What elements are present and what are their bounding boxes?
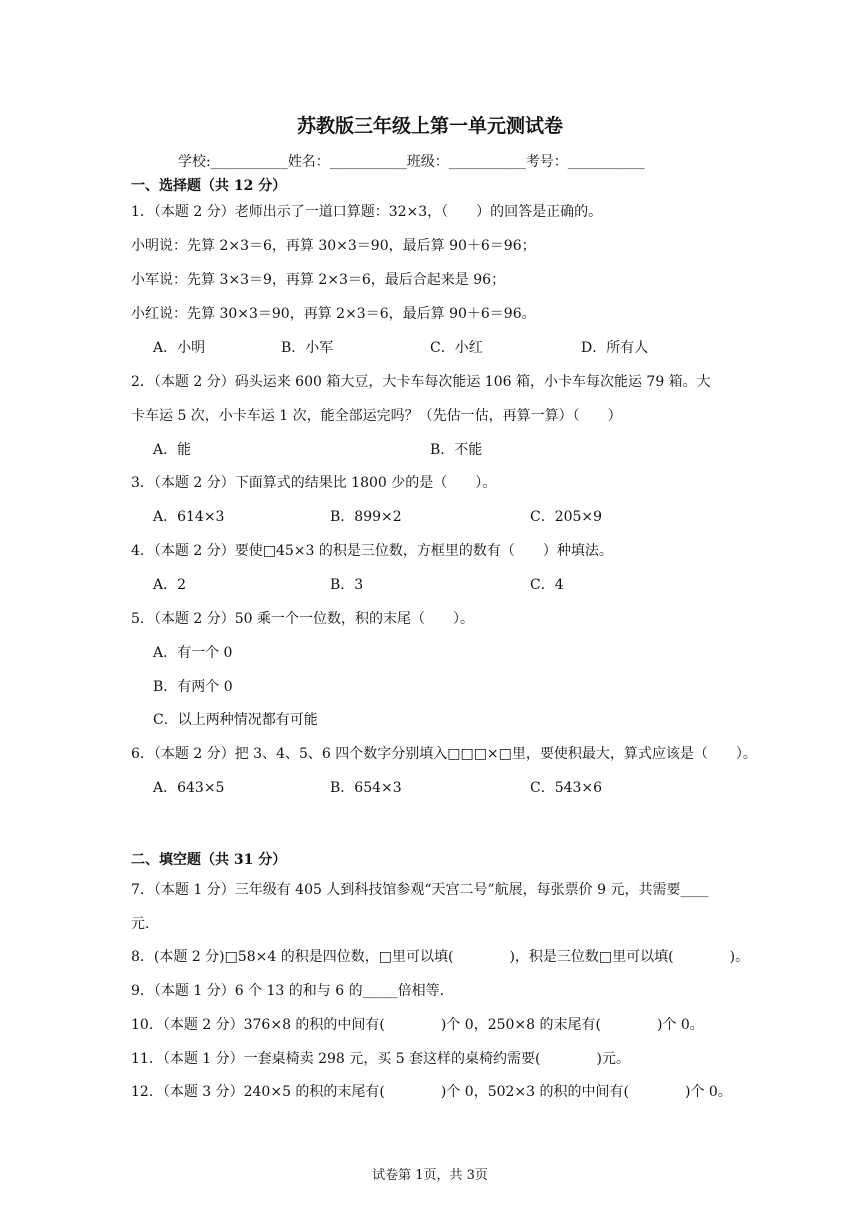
question-1-line-3: 小红说：先算 30×3＝90，再算 2×3＝6，最后算 90＋6＝96。 — [131, 306, 536, 322]
question-5-option-a: A．有一个 0 — [153, 645, 233, 661]
question-5-option-c: C．以上两种情况都有可能 — [153, 712, 318, 728]
page-footer: 试卷第 1页，共 3页 — [372, 1168, 488, 1183]
question-2-option-a: A．能 — [153, 442, 192, 458]
question-5-stem: 5．（本题 2 分）50 乘一个一位数，积的末尾（ ）。 — [131, 611, 474, 627]
question-1-option-c: C．小红 — [430, 340, 483, 356]
question-1-option-b: B．小军 — [281, 340, 334, 356]
question-9: 9．（本题 1 分）6 个 13 的和与 6 的_____倍相等． — [131, 983, 454, 999]
question-4-option-a: A．2 — [153, 577, 187, 593]
question-1-option-d: D．所有人 — [581, 340, 649, 356]
question-12: 12．（本题 3 分）240×5 的积的末尾有( )个 0，502×3 的积的中间有( )个 0。 — [131, 1084, 732, 1100]
question-11: 11．（本题 1 分）一套桌椅卖 298 元，买 5 套这样的桌椅约需要( )元。 — [131, 1051, 630, 1067]
question-2-option-b: B．不能 — [430, 442, 483, 458]
question-1-line-2: 小军说：先算 3×3＝9，再算 2×3＝6，最后合起来是 96； — [131, 272, 506, 288]
question-7-line-1: 7．（本题 1 分）三年级有 405 人到科技馆参观“天宫二号”航展，每张票价 9 元，共需要____ — [131, 882, 709, 898]
question-7-line-2: 元． — [131, 916, 159, 932]
question-1-stem: 1．（本题 2 分）老师出示了一道口算题：32×3，（ ）的回答是正确的。 — [131, 204, 603, 220]
question-1-option-a: A．小明 — [153, 340, 206, 356]
question-4-stem: 4．（本题 2 分）要使□45×3 的积是三位数，方框里的数有（ ）种填法。 — [131, 543, 613, 559]
page-title: 苏教版三年级上第一单元测试卷 — [296, 115, 563, 137]
question-4-option-c: C．4 — [530, 577, 564, 593]
question-10: 10．（本题 2 分）376×8 的积的中间有( )个 0，250×8 的末尾有( )个 0。 — [131, 1017, 704, 1033]
question-3-option-a: A．614×3 — [153, 509, 225, 525]
question-6-stem: 6．（本题 2 分）把 3、4、5、6 四个数字分别填入□□□×□里，要使积最大，算式应该是（ ）。 — [131, 746, 757, 762]
question-1-line-1: 小明说：先算 2×3＝6，再算 30×3＝90，最后算 90＋6＝96； — [131, 238, 536, 254]
question-6-option-a: A．643×5 — [153, 780, 225, 796]
student-info-line: 学校:___________姓名：___________班级：___________考号：___________ — [178, 154, 645, 170]
question-3-stem: 3．（本题 2 分）下面算式的结果比 1800 少的是（ ）。 — [131, 475, 497, 491]
section-heading-fill-in: 二、填空题（共 31 分） — [131, 852, 287, 868]
question-4-option-b: B．3 — [330, 577, 364, 593]
question-3-option-c: C．205×9 — [530, 509, 603, 525]
question-6-option-b: B．654×3 — [330, 780, 402, 796]
question-3-option-b: B．899×2 — [330, 509, 402, 525]
question-2-line-2: 卡车运 5 次，小卡车运 1 次，能全部运完吗？（先估一估，再算一算）（ ） — [131, 408, 622, 424]
question-2-line-1: 2．（本题 2 分）码头运来 600 箱大豆，大卡车每次能运 106 箱，小卡车每次能运 79 箱。大 — [131, 374, 711, 390]
question-8: 8．(本题 2 分)□58×4 的积是四位数，□里可以填( )，积是三位数□里可以填( )。 — [131, 949, 750, 965]
question-6-option-c: C．543×6 — [530, 780, 603, 796]
section-heading-choice: 一、选择题（共 12 分） — [131, 178, 287, 194]
question-5-option-b: B．有两个 0 — [153, 679, 233, 695]
